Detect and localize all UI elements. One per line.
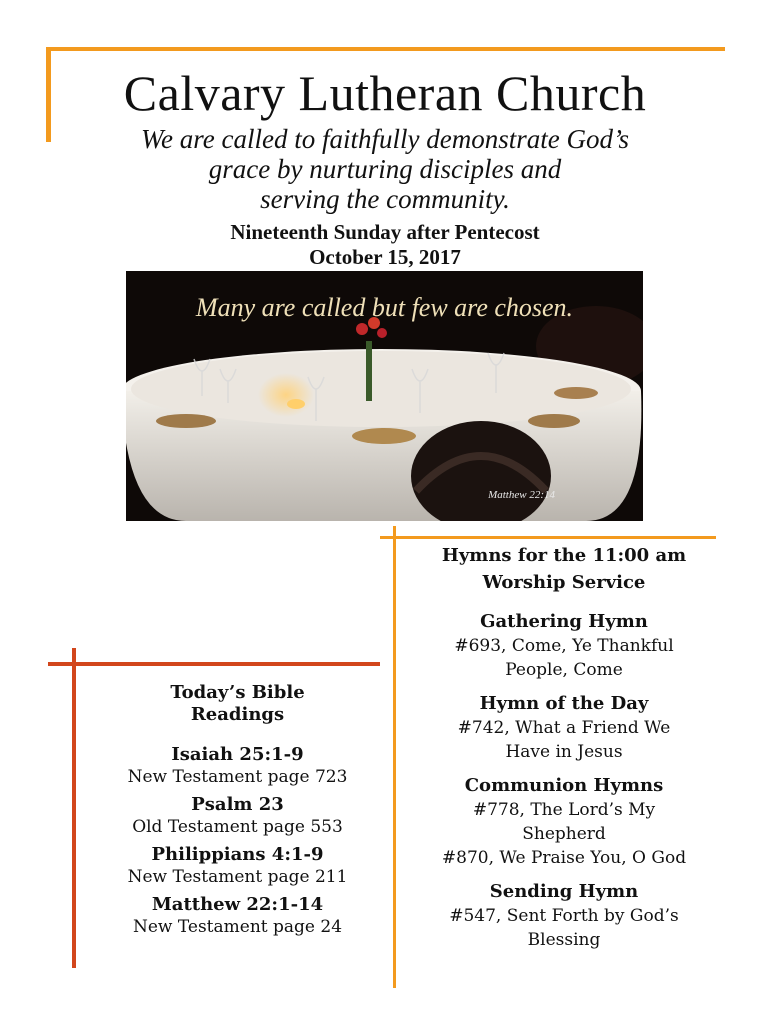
hymn-section (410, 692, 718, 764)
reading-item (100, 794, 375, 838)
hymn-line: Shepherd (522, 824, 606, 844)
readings-heading-line: Readings (190, 704, 285, 725)
hymns-top-rule (380, 536, 716, 539)
readings-top-rule (48, 662, 380, 666)
reading-page: Old Testament page 553 (132, 817, 343, 837)
hymns-heading-line: Hymns for the 11:00 am (441, 545, 687, 566)
service-occasion (0, 220, 770, 270)
hymn-section-title: Communion Hymns (464, 775, 664, 796)
hymn-section-title: Gathering Hymn (480, 611, 648, 632)
church-title: Calvary Lutheran Church (123, 65, 647, 121)
reading-reference: Isaiah 25:1-9 (171, 744, 304, 765)
motto-line: grace by nurturing disciples and (208, 154, 562, 184)
hymn-line: #778, The Lord’s My (472, 800, 656, 820)
reading-reference: Matthew 22:1-14 (151, 894, 324, 915)
hymn-section (410, 610, 718, 682)
hymn-line: Blessing (527, 930, 601, 950)
service-date: October 15, 2017 (309, 245, 461, 269)
hymns-heading (410, 542, 718, 596)
hymn-line: #693, Come, Ye Thankful (454, 636, 674, 656)
reading-page: New Testament page 211 (127, 867, 348, 887)
readings-heading-line: Today’s Bible (170, 682, 305, 703)
readings-heading (100, 682, 375, 726)
photo-scripture-reference: Matthew 22:14 (488, 489, 555, 501)
reading-page: New Testament page 24 (132, 917, 343, 937)
reading-reference: Philippians 4:1-9 (151, 844, 324, 865)
hymn-section (410, 774, 718, 870)
occasion-name: Nineteenth Sunday after Pentecost (230, 220, 540, 244)
banquet-table-photo (126, 271, 643, 521)
reading-item (100, 894, 375, 938)
hymns-left-rule (393, 526, 396, 988)
hymn-line: Have in Jesus (505, 742, 623, 762)
hymn-section-title: Hymn of the Day (479, 693, 649, 714)
mission-statement (70, 124, 700, 214)
hymn-section-title: Sending Hymn (489, 881, 639, 902)
hymns-panel (410, 542, 718, 952)
header-top-rule (46, 47, 725, 51)
hymn-line: #742, What a Friend We (457, 718, 671, 738)
reading-item (100, 744, 375, 788)
hymn-line: People, Come (505, 660, 623, 680)
motto-line: serving the community. (260, 184, 510, 214)
hymn-line: #547, Sent Forth by God’s (449, 906, 679, 926)
motto-line: We are called to faithfully demonstrate God’s (141, 124, 629, 154)
reading-item (100, 844, 375, 888)
reading-page: New Testament page 723 (127, 767, 348, 787)
reading-reference: Psalm 23 (191, 794, 284, 815)
photo-caption: Many are called but few are chosen. (195, 293, 574, 322)
hymn-line: #870, We Praise You, O God (441, 848, 687, 868)
hymn-section (410, 880, 718, 952)
hymns-heading-line: Worship Service (482, 572, 646, 593)
readings-left-rule (72, 648, 76, 968)
bible-readings-panel (100, 682, 375, 938)
